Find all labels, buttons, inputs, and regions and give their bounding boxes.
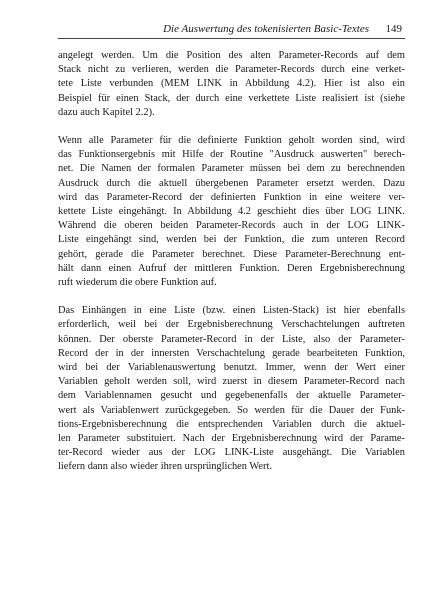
text-line: erforderlich, weil bei der Ergebnisberechnung Verschachtelungen auftreten (58, 319, 405, 331)
text-line: Stack nicht zu verlieren, werden die Parameter-Records durch eine verket- (58, 64, 405, 76)
text-line: kettete Liste eingehängt. In Abbildung 4.2 geschieht dies über LOG LINK. (58, 206, 405, 218)
text-line: hält dann einen Aufruf der mittleren Funktion. Deren Ergebnisberechnung (58, 262, 405, 274)
text-line: net. Die Namen der formalen Parameter müssen bei dem zu berechnenden (58, 163, 405, 175)
paragraph-1 (58, 49, 405, 120)
text-line: Variablen geholt werden soll, wird zuerst in diesem Parameter-Record nach (58, 376, 405, 388)
running-head (58, 22, 405, 36)
text-line: tete Liste verbunden (MEM LINK in Abbildung 4.2). Hier ist also ein (58, 78, 405, 90)
paragraph-2 (58, 134, 405, 290)
text-line: wird das Parameter-Record der definierten Funktion in eine weitere ver- (58, 191, 405, 203)
text-line: tions-Ergebnisberechnung die entsprechenden Variablen durch die aktuel- (58, 418, 405, 430)
text-line: Während die oberen beiden Parameter-Records auch in der LOG LINK- (58, 220, 405, 232)
text-line: ter-Record wieder aus der LOG LINK-Liste ausgehängt. Die Variablen (58, 447, 405, 459)
text-line: Liste eingehängt sind, werden bei der Funktion, die zum unteren Record (58, 234, 405, 246)
page-number: 149 (385, 23, 402, 35)
header-rule (58, 38, 405, 39)
text-line: ruft wiederum die obere Funktion auf. (58, 277, 217, 289)
text-line: dem Variablennamen gesucht und gegebenenfalls der aktuelle Parameter- (58, 390, 405, 402)
text-line: len Parameter substituiert. Nach der Ergebnisberechnung wird der Parame- (58, 433, 405, 445)
paragraph-gap (58, 290, 405, 304)
paragraph-gap (58, 120, 405, 134)
text-line: angelegt werden. Um die Position des alten Parameter-Records auf dem (58, 50, 405, 61)
text-line: wert als Variablenwert zurückgegeben. So werden für die Dauer der Funk- (58, 404, 405, 416)
running-title: Die Auswertung des tokenisierten Basic-Textes (163, 23, 369, 35)
text-line: gehört, gerade die Parameter berechnet. Diese Parameter-Berechnung ent- (58, 248, 405, 260)
text-line: wird bei der Variablenauswertung benutzt. Immer, wenn der Wert einer (58, 362, 405, 374)
text-line: Wenn alle Parameter für die definierte Funktion geholt worden sind, wird (58, 135, 405, 147)
text-line: das Funktionsergebnis mit Hilfe der Routine "Ausdruck auswerten" berech- (58, 149, 405, 161)
text-line: Record der in der innersten Verschachtelung gerade bearbeiteten Funktion, (58, 347, 405, 359)
text-line: Beispiel für einen Stack, der durch eine verkettete Liste realisiert ist (siehe (58, 92, 405, 104)
text-line: Das Einhängen in eine Liste (bzw. einen Listen-Stack) ist hier ebenfalls (58, 305, 405, 317)
text-line: Ausdruck durch die aktuell übergebenen Parameter ersetzt werden. Dazu (58, 177, 405, 189)
paragraph-3 (58, 304, 405, 474)
text-line: können. Der oberste Parameter-Record in der Liste, also der Parameter- (58, 333, 405, 345)
text-line: liefern dann also wieder ihren ursprünglichen Wert. (58, 461, 272, 473)
text-line: dazu auch Kapitel 2.2). (58, 106, 155, 118)
body-text (58, 49, 405, 475)
